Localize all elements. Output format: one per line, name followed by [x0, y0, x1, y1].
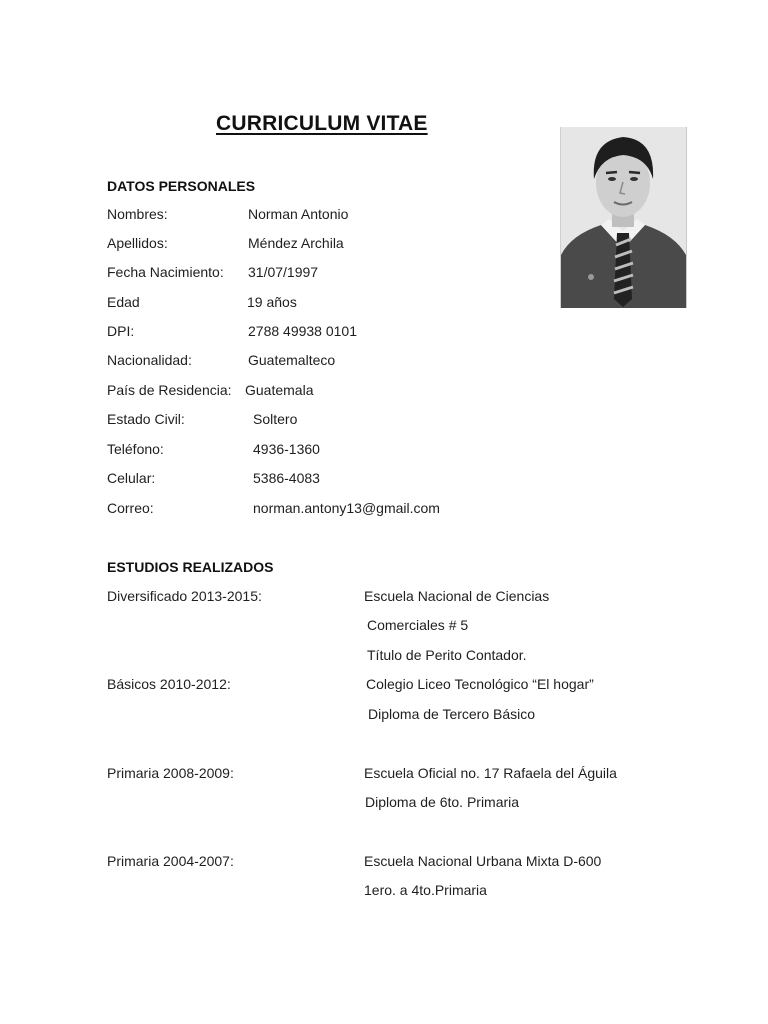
- study-detail-line: Comerciales # 5: [367, 617, 469, 633]
- field-label: Estado Civil:: [107, 411, 185, 427]
- field-value: Norman Antonio: [248, 206, 349, 222]
- field-label: Edad: [107, 294, 140, 310]
- study-entry-diversificado-cont: [0, 617, 768, 637]
- study-detail-line: 1ero. a 4to.Primaria: [364, 882, 487, 898]
- study-detail-line: Escuela Nacional Urbana Mixta D-600: [364, 853, 602, 869]
- personal-row-correo: [0, 500, 768, 520]
- study-detail-line: Colegio Liceo Tecnológico “El hogar”: [366, 676, 594, 692]
- field-label: Celular:: [107, 470, 156, 486]
- field-value: 19 años: [247, 294, 297, 310]
- personal-data-heading: DATOS PERSONALES: [107, 178, 256, 194]
- study-entry-primaria-2004: [0, 853, 768, 873]
- studies-heading: ESTUDIOS REALIZADOS: [107, 559, 274, 575]
- study-period-label: Básicos 2010-2012:: [107, 676, 231, 692]
- field-value: norman.antony13@gmail.com: [253, 500, 440, 516]
- study-period-label: Primaria 2008-2009:: [107, 765, 234, 781]
- study-entry-basicos-cont: [0, 706, 768, 726]
- personal-row-fecha-nacimiento: [0, 264, 768, 284]
- field-label: Apellidos:: [107, 235, 168, 251]
- personal-row-telefono: [0, 441, 768, 461]
- field-label: País de Residencia:: [107, 382, 232, 398]
- study-period-label: Primaria 2004-2007:: [107, 853, 234, 869]
- study-detail-line: Título de Perito Contador.: [367, 647, 527, 663]
- field-label: Fecha Nacimiento:: [107, 264, 224, 280]
- study-detail-line: Diploma de 6to. Primaria: [365, 794, 520, 810]
- field-label: Nacionalidad:: [107, 352, 192, 368]
- personal-row-edad: [0, 294, 768, 314]
- field-value: Guatemala: [245, 382, 314, 398]
- study-entry-primaria-2004-cont: [0, 882, 768, 902]
- personal-row-celular: [0, 470, 768, 490]
- personal-row-pais-residencia: [0, 382, 768, 402]
- personal-row-nombres: [0, 206, 768, 226]
- personal-row-dpi: [0, 323, 768, 343]
- field-value: 5386-4083: [253, 470, 320, 486]
- field-value: 31/07/1997: [248, 264, 319, 280]
- study-period-label: Diversificado 2013-2015:: [107, 588, 262, 604]
- field-label: Correo:: [107, 500, 154, 516]
- field-value: Méndez Archila: [248, 235, 344, 251]
- field-value: Guatemalteco: [248, 352, 336, 368]
- personal-row-apellidos: [0, 235, 768, 255]
- study-detail-line: Escuela Oficial no. 17 Rafaela del Águila: [364, 765, 617, 781]
- study-entry-diversificado-cont: [0, 647, 768, 667]
- field-value: Soltero: [253, 411, 298, 427]
- study-entry-primaria-2008: [0, 765, 768, 785]
- personal-row-estado-civil: [0, 411, 768, 431]
- study-detail-line: Escuela Nacional de Ciencias: [364, 588, 550, 604]
- personal-row-nacionalidad: [0, 352, 768, 372]
- field-value: 4936-1360: [253, 441, 320, 457]
- study-detail-line: Diploma de Tercero Básico: [368, 706, 536, 722]
- field-label: Teléfono:: [107, 441, 164, 457]
- field-label: DPI:: [107, 323, 135, 339]
- page-title: CURRICULUM VITAE: [216, 112, 428, 135]
- field-value: 2788 49938 0101: [248, 323, 357, 339]
- study-entry-basicos: [0, 676, 768, 696]
- field-label: Nombres:: [107, 206, 168, 222]
- study-entry-primaria-2008-cont: [0, 794, 768, 814]
- study-entry-diversificado: [0, 588, 768, 608]
